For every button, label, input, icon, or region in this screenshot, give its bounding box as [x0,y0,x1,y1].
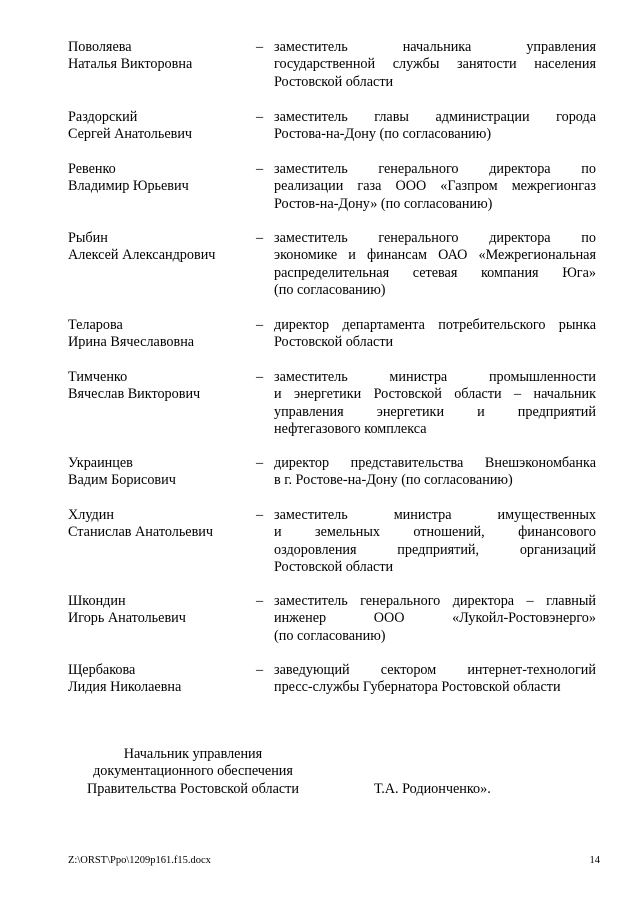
entry-dash: – [256,369,264,385]
position-line: Ростовской области [274,559,394,576]
member-name [68,317,248,352]
member-position [274,39,596,91]
position-line: государственной службы занятости населения [274,56,596,73]
member-given-names: Алексей Александрович [68,247,216,264]
position-line: реализации газа ООО «Газпром межрегионгаз [274,178,596,195]
member-given-names: Вадим Борисович [68,472,176,489]
position-line: заведующий сектором интернет-технологий [274,662,596,678]
member-position [274,317,596,352]
position-line: Ростовской области [274,73,394,90]
member-name [68,369,248,404]
signatory-title-line: Начальник управления [123,746,263,762]
member-position [274,161,596,213]
member-position [274,455,596,490]
position-line: заместитель генерального директора по [274,230,596,246]
member-surname: Ревенко [68,161,116,177]
position-line: заместитель министра имущественных [274,507,596,523]
entry-dash: – [256,39,264,55]
member-position [274,507,596,577]
member-given-names: Сергей Анатольевич [68,126,193,143]
member-surname: Тимченко [68,369,128,385]
member-surname: Хлудин [68,507,114,523]
position-line: (по согласованию) [274,627,386,644]
signatory-title-line: документационного обеспечения [93,763,293,780]
member-position [274,109,596,144]
member-surname: Украинцев [68,455,133,471]
position-line: заместитель министра промышленности [274,369,596,385]
member-position [274,230,596,300]
member-name [68,109,248,144]
signatory-name: Т.А. Родионченко». [374,781,491,797]
member-position [274,369,596,439]
position-line: Ростова-на-Дону (по согласованию) [274,126,492,143]
position-line: распределительная сетевая компания Юга» [274,264,596,281]
entry-dash: – [256,109,264,125]
member-given-names: Игорь Анатольевич [68,610,186,627]
entry-dash: – [256,317,264,333]
member-name [68,230,248,265]
member-surname: Шкондин [68,593,126,609]
entry-dash: – [256,230,264,246]
position-line: заместитель генерального директора – главный [274,593,596,609]
member-name [68,161,248,196]
member-given-names: Владимир Юрьевич [68,178,189,195]
signatory-title-line: Правительства Ростовской области [87,780,299,797]
member-position [274,593,596,645]
position-line: нефтегазового комплекса [274,421,427,438]
entry-dash: – [256,161,264,177]
entry-dash: – [256,593,264,609]
member-name [68,507,248,542]
member-surname: Щербакова [68,662,136,678]
member-surname: Теларова [68,317,123,333]
entry-dash: – [256,507,264,523]
position-line: директор представительства Внешэкономбанка [274,455,596,471]
position-line: и земельных отношений, финансового [274,524,596,541]
position-line: и энергетики Ростовской области – начальник [274,386,596,403]
member-surname: Поволяева [68,39,132,55]
member-given-names: Ирина Вячеславовна [68,334,195,351]
member-surname: Раздорский [68,109,138,125]
member-given-names: Вячеслав Викторович [68,386,201,403]
member-given-names: Наталья Викторовна [68,56,193,73]
member-name [68,39,248,74]
member-name [68,593,248,628]
position-line: Ростов-на-Дону» (по согласованию) [274,195,493,212]
position-line: инженер ООО «Лукойл-Ростовэнерго» [274,610,596,627]
position-line: директор департамента потребительского рынка [274,317,596,333]
position-line: заместитель начальника управления [274,39,596,55]
position-line: (по согласованию) [274,282,386,299]
member-given-names: Станислав Анатольевич [68,524,214,541]
position-line: пресс-службы Губернатора Ростовской области [274,679,561,696]
entry-dash: – [256,662,264,678]
member-given-names: Лидия Николаевна [68,679,182,696]
page-number: 14 [589,855,600,866]
position-line: заместитель генерального директора по [274,161,596,177]
position-line: заместитель главы администрации города [274,109,596,125]
position-line: экономике и финансам ОАО «Межрегиональная [274,247,596,264]
position-line: в г. Ростове-на-Дону (по согласованию) [274,472,513,489]
position-line: Ростовской области [274,334,394,351]
entry-dash: – [256,455,264,471]
position-line: управления энергетики и предприятий [274,403,596,420]
member-position [274,662,596,697]
member-name [68,455,248,490]
position-line: оздоровления предприятий, организаций [274,541,596,558]
footer-file-path: Z:\ORST\Ppo\1209p161.f15.docx [68,855,211,866]
member-surname: Рыбин [68,230,108,246]
signatory-title [66,746,320,798]
member-name [68,662,248,697]
